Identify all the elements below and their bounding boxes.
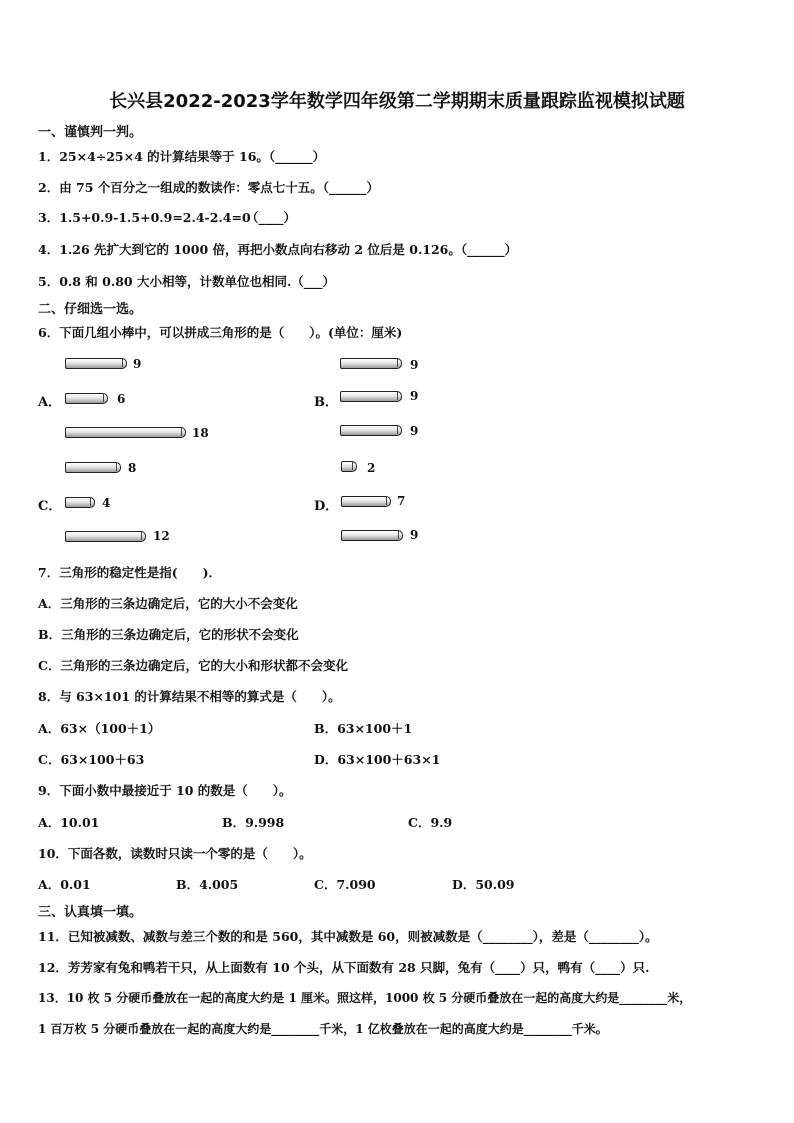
page-title: 长兴县2022-2023学年数学四年级第二学期期末质量跟踪监视模拟试题	[109, 91, 685, 112]
q9-option-a: A．10.01	[38, 815, 100, 830]
stick-b-2-length: 9	[410, 389, 419, 403]
q10-option-b: B．4.005	[176, 877, 239, 892]
q7-option-b: B．三角形的三条边确定后，它的形状不会变化	[38, 627, 299, 642]
question-13-line-1: 13．10 枚 5 分硬币叠放在一起的高度大约是 1 厘米。照这样，1000 枚 5 分硬币叠放在一起的高度大约是________米，	[38, 991, 692, 1005]
question-1: 1．25×4÷25×4 的计算结果等于 16。（______）	[38, 149, 326, 164]
q8-option-b: B．63×100＋1	[314, 721, 413, 736]
stick-d-3	[341, 530, 403, 541]
q9-option-b: B．9.998	[222, 815, 285, 830]
q7-option-c: C．三角形的三条边确定后，它的大小和形状都不会变化	[38, 658, 348, 673]
stick-d-2-length: 7	[397, 494, 406, 508]
question-3-answer-blank: （____）	[246, 210, 297, 225]
section-1-heading: 一、谨慎判一判。	[38, 125, 143, 140]
stick-a-3-length: 18	[192, 426, 209, 440]
stick-b-1-length: 9	[410, 358, 419, 372]
question-3: 3．1.5+0.9-1.5+0.9=2.4-2.4=0	[38, 210, 251, 225]
stick-d-1-length: 2	[367, 461, 376, 475]
q10-option-d: D．50.09	[452, 877, 515, 892]
option-a-label: A．	[38, 395, 62, 410]
stick-b-3-length: 9	[410, 424, 419, 438]
question-10: 10．下面各数，读数时只读一个零的是（ ）。	[38, 846, 312, 861]
stick-d-3-length: 9	[410, 528, 419, 542]
stick-c-1-length: 8	[128, 461, 137, 475]
stick-b-2	[340, 391, 402, 402]
stick-a-3	[65, 427, 186, 438]
option-c-label: C．	[38, 499, 62, 514]
stick-d-1	[341, 461, 357, 472]
q7-option-a: A．三角形的三条边确定后，它的大小不会变化	[38, 596, 298, 611]
question-8: 8．与 63×101 的计算结果不相等的算式是（ ）。	[38, 689, 341, 704]
q9-option-c: C．9.9	[408, 815, 453, 830]
q10-option-c: C．7.090	[314, 877, 376, 892]
stick-b-1	[340, 358, 402, 369]
q8-option-c: C．63×100＋63	[38, 752, 145, 767]
question-4: 4．1.26 先扩大到它的 1000 倍，再把小数点向右移动 2 位后是 0.126。（______）	[38, 242, 518, 257]
question-2: 2．由 75 个百分之一组成的数读作：零点七十五。（______）	[38, 180, 380, 195]
question-6: 6．下面几组小棒中，可以拼成三角形的是（ ）。(单位：厘米)	[38, 325, 403, 340]
question-13-line-2: 1 百万枚 5 分硬币叠放在一起的高度大约是________千米，1 亿枚叠放在一起的高度大约是________千米。	[38, 1022, 608, 1036]
stick-b-3	[340, 425, 402, 436]
stick-c-2	[65, 497, 95, 508]
option-b-label: B．	[314, 395, 338, 410]
q8-option-d: D．63×100＋63×1	[314, 752, 441, 767]
stick-c-1	[65, 462, 121, 473]
question-12: 12．芳芳家有兔和鸭若干只，从上面数有 10 个头，从下面数有 28 只脚，兔有（____）只，鸭有（____）只.	[38, 960, 650, 975]
section-3-heading: 三、认真填一填。	[38, 905, 143, 920]
stick-a-2	[65, 393, 108, 404]
stick-c-3	[65, 531, 146, 542]
question-9: 9．下面小数中最接近于 10 的数是（ ）。	[38, 783, 292, 798]
question-7: 7．三角形的稳定性是指( )．	[38, 565, 222, 580]
q8-option-a: A．63×（100＋1）	[38, 721, 161, 736]
q10-option-a: A．0.01	[38, 877, 91, 892]
question-5: 5．0.8 和 0.80 大小相等，计数单位也相同.（___）	[38, 274, 336, 289]
stick-a-1	[65, 358, 127, 369]
question-11: 11．已知被减数、减数与差三个数的和是 560，其中减数是 60，则被减数是（________），差是（________）。	[38, 929, 658, 944]
option-d-label: D．	[314, 499, 339, 514]
stick-d-2	[341, 496, 391, 507]
stick-a-1-length: 9	[133, 357, 142, 371]
stick-c-2-length: 4	[102, 496, 111, 510]
stick-c-3-length: 12	[153, 529, 170, 543]
section-2-heading: 二、仔细选一选。	[38, 302, 143, 317]
stick-a-2-length: 6	[117, 392, 126, 406]
